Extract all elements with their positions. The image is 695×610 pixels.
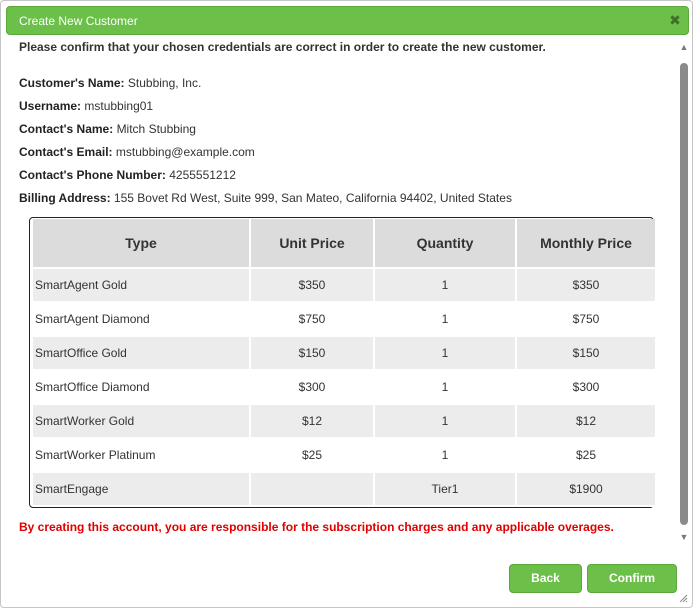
subscription-table bbox=[31, 219, 657, 507]
cell-monthly-price: $300 bbox=[517, 371, 655, 405]
header-monthly-price: Monthly Price bbox=[517, 219, 655, 269]
table-row bbox=[33, 337, 655, 371]
cell-unit-price: $25 bbox=[251, 439, 373, 473]
customer-name-label: Customer's Name: bbox=[19, 76, 125, 90]
dialog-title: Create New Customer bbox=[19, 14, 138, 28]
billing-address-value: 155 Bovet Rd West, Suite 999, San Mateo, California 94402, United States bbox=[113, 191, 512, 205]
cell-type: SmartOffice Diamond bbox=[33, 371, 249, 405]
table-header-row bbox=[33, 219, 655, 269]
cell-type: SmartWorker Platinum bbox=[33, 439, 249, 473]
billing-address-label: Billing Address: bbox=[19, 191, 111, 205]
content-scrollbar[interactable] bbox=[677, 41, 691, 543]
table-row bbox=[33, 269, 655, 303]
billing-address-line bbox=[19, 191, 512, 205]
contact-email-label: Contact's Email: bbox=[19, 145, 113, 159]
table-row bbox=[33, 371, 655, 405]
cell-quantity: Tier1 bbox=[375, 473, 515, 507]
cell-monthly-price: $25 bbox=[517, 439, 655, 473]
cell-type: SmartEngage bbox=[33, 473, 249, 507]
table-row bbox=[33, 473, 655, 507]
customer-name-value: Stubbing, Inc. bbox=[127, 76, 202, 90]
header-unit-price: Unit Price bbox=[251, 219, 373, 269]
intro-text: Please confirm that your chosen credentials are correct in order to create the new customer. bbox=[19, 40, 546, 54]
cell-quantity: 1 bbox=[375, 337, 515, 371]
cell-quantity: 1 bbox=[375, 439, 515, 473]
username-value: mstubbing01 bbox=[84, 99, 154, 113]
cell-quantity: 1 bbox=[375, 269, 515, 303]
table-row bbox=[33, 303, 655, 337]
resize-grip-icon[interactable] bbox=[678, 593, 688, 603]
cell-quantity: 1 bbox=[375, 371, 515, 405]
scroll-thumb[interactable] bbox=[680, 63, 688, 525]
contact-phone-line bbox=[19, 168, 236, 182]
subscription-table-container bbox=[29, 217, 654, 508]
cell-unit-price bbox=[251, 473, 373, 507]
contact-email-line bbox=[19, 145, 255, 159]
close-icon[interactable]: ✖ bbox=[669, 12, 681, 28]
cell-monthly-price: $350 bbox=[517, 269, 655, 303]
cell-unit-price: $300 bbox=[251, 371, 373, 405]
contact-name-label: Contact's Name: bbox=[19, 122, 114, 136]
contact-email-value: mstubbing@example.com bbox=[115, 145, 255, 159]
confirm-button[interactable]: Confirm bbox=[587, 564, 677, 593]
table-row bbox=[33, 405, 655, 439]
cell-type: SmartAgent Gold bbox=[33, 269, 249, 303]
dialog-titlebar[interactable] bbox=[6, 6, 689, 35]
cell-unit-price: $12 bbox=[251, 405, 373, 439]
cell-monthly-price: $750 bbox=[517, 303, 655, 337]
username-line bbox=[19, 99, 153, 113]
cell-monthly-price: $150 bbox=[517, 337, 655, 371]
cell-monthly-price: $1900 bbox=[517, 473, 655, 507]
header-type: Type bbox=[33, 219, 249, 269]
contact-name-value: Mitch Stubbing bbox=[116, 122, 196, 136]
scroll-up-arrow-icon[interactable]: ▲ bbox=[679, 42, 689, 52]
customer-name-line bbox=[19, 76, 201, 90]
username-label: Username: bbox=[19, 99, 82, 113]
cell-type: SmartWorker Gold bbox=[33, 405, 249, 439]
cell-unit-price: $750 bbox=[251, 303, 373, 337]
table-row bbox=[33, 439, 655, 473]
contact-phone-label: Contact's Phone Number: bbox=[19, 168, 166, 182]
contact-phone-value: 4255551212 bbox=[169, 168, 236, 182]
cell-type: SmartAgent Diamond bbox=[33, 303, 249, 337]
contact-name-line bbox=[19, 122, 196, 136]
scroll-down-arrow-icon[interactable]: ▼ bbox=[679, 532, 689, 542]
cell-unit-price: $350 bbox=[251, 269, 373, 303]
cell-quantity: 1 bbox=[375, 303, 515, 337]
charges-warning: By creating this account, you are responsible for the subscription charges and any applicable overages. bbox=[19, 520, 614, 534]
header-quantity: Quantity bbox=[375, 219, 515, 269]
cell-type: SmartOffice Gold bbox=[33, 337, 249, 371]
cell-quantity: 1 bbox=[375, 405, 515, 439]
back-button[interactable]: Back bbox=[509, 564, 582, 593]
cell-unit-price: $150 bbox=[251, 337, 373, 371]
cell-monthly-price: $12 bbox=[517, 405, 655, 439]
